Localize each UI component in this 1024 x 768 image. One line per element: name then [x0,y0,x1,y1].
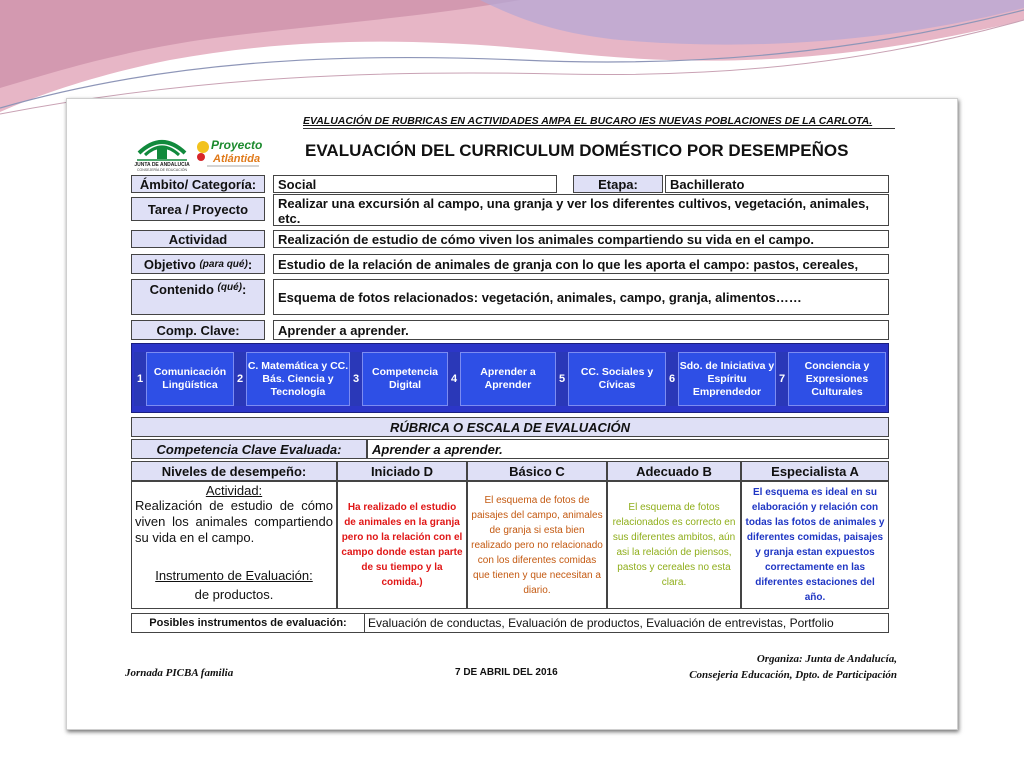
comp-num-5: 5 [556,352,568,406]
junta-logo-text: JUNTA DE ANDALUCIA [134,162,190,168]
instrumentos-label: Posibles instrumentos de evaluación: [132,614,365,632]
comp-culturales: Conciencia y Expresiones Culturales [788,352,886,406]
competencias-bar [131,343,889,413]
document-page [66,98,958,730]
objetivo-label-colon: : [247,256,253,272]
contenido-label-small: (qué) [217,282,242,293]
footer-organiza-line1: Organiza: Junta de Andalucía, [756,653,897,665]
footer-date: 7 DE ABRIL DEL 2016 [455,667,558,678]
competencia-evaluada-label: Competencia Clave Evaluada: [131,439,367,459]
comp-sociales: CC. Sociales y Cívicas [568,352,666,406]
ambito-label: Ámbito/ Categoría: [131,175,265,193]
comp-iniciativa: Sdo. de Iniciativa y Espíritu Emprendedor [678,352,776,406]
level-especialista-desc: El esquema es ideal en su elaboración y relación con todas las fotos de animales y diferentes comidas, paisajes y granja estan expuestos correctamente en las diferentes estaciones del año. [741,481,889,609]
proyecto-logo-line1: Proyecto [211,138,263,152]
comp-num-4: 4 [448,352,460,406]
footer-organiza [607,651,897,683]
footer-jornada: Jornada PICBA familia [125,667,234,679]
rubric-actividad-title: Actividad: [205,483,263,498]
comp-num-7: 7 [776,352,788,406]
comp-matematica: C. Matemática y CC. Bás. Ciencia y Tecnología [246,352,350,406]
contenido-label-text: Contenido [149,282,214,297]
junta-logo-subtext: CONSEJERÍA DE EDUCACIÓN [137,168,187,172]
ambito-value: Social [273,175,557,193]
comp-num-2: 2 [234,352,246,406]
comp-num-3: 3 [350,352,362,406]
level-iniciado-desc: Ha realizado el estudio de animales en la granja pero no la relación con el campo donde estan parte de su tiempo y la comida.) [337,481,467,609]
contenido-value: Esquema de fotos relacionados: vegetación, animales, campo, granja, alimentos…… [273,279,889,315]
comp-num-1: 1 [134,352,146,406]
level-basico-desc: El esquema de fotos de paisajes del campo, animales de granja si esta bien realizado pero no relacionado con los diferentes comidas que tienen y que necesitan a diario. [467,481,607,609]
actividad-label: Actividad [131,230,265,248]
comp-comunicacion: Comunicación Lingüística [146,352,234,406]
tarea-label: Tarea / Proyecto [131,197,265,221]
proyecto-atlantida-logo [193,135,263,171]
competencia-evaluada-value: Aprender a aprender. [367,439,889,459]
objetivo-label-small: (para qué) [199,258,248,270]
comp-clave-value: Aprender a aprender. [273,320,889,340]
level-adecuado-header: Adecuado B [607,461,741,481]
comp-clave-label: Comp. Clave: [131,320,265,340]
objetivo-value: Estudio de la relación de animales de granja con lo que les aporta el campo: pastos, cereales, [273,254,889,274]
level-basico-header: Básico C [467,461,607,481]
document-title: EVALUACIÓN DEL CURRICULUM DOMÉSTICO POR DESEMPEÑOS [305,141,849,160]
rubric-instrumento-title: Instrumento de Evaluación: [155,568,313,583]
actividad-instrumento-cell [131,481,337,609]
objetivo-label [131,254,265,274]
instrumentos-value: Evaluación de conductas, Evaluación de productos, Evaluación de entrevistas, Portfolio [368,616,834,630]
rubrica-title: RÚBRICA O ESCALA DE EVALUACIÓN [131,417,889,437]
contenido-label [131,279,265,315]
comp-num-6: 6 [666,352,678,406]
instrumentos-row [131,613,889,633]
etapa-label: Etapa: [573,175,663,193]
niveles-label: Niveles de desempeño: [131,461,337,481]
footer-organiza-line2: Consejeria Educación, Dpto. de Participación [689,669,897,681]
level-especialista-header: Especialista A [741,461,889,481]
rubric-actividad-text: Realización de estudio de cómo viven los animales compartiendo su vida en el campo. [135,498,333,545]
level-iniciado-header: Iniciado D [337,461,467,481]
actividad-value: Realización de estudio de cómo viven los animales compartiendo su vida en el campo. [273,230,889,248]
tarea-value: Realizar una excursión al campo, una granja y ver los diferentes cultivos, vegetación, animales, etc. [273,194,889,226]
rubric-instrumento-text: de productos. [194,587,274,602]
comp-aprender: Aprender a Aprender [460,352,556,406]
proyecto-logo-line2: Atlántida [213,153,261,165]
comp-digital: Competencia Digital [362,352,448,406]
level-adecuado-desc: El esquema de fotos relacionados es correcto en sus diferentes ambitos, aún asi la relación de piensos, pastos y cereales no esta clara. [607,481,741,609]
document-header-line: EVALUACIÓN DE RUBRICAS EN ACTIVIDADES AMPA EL BUCARO IES NUEVAS POBLACIONES DE LA CARLOTA. [303,115,895,129]
etapa-value: Bachillerato [665,175,889,193]
contenido-label-colon: : [242,282,247,297]
junta-andalucia-logo [133,133,191,173]
objetivo-label-text: Objetivo [143,256,196,272]
